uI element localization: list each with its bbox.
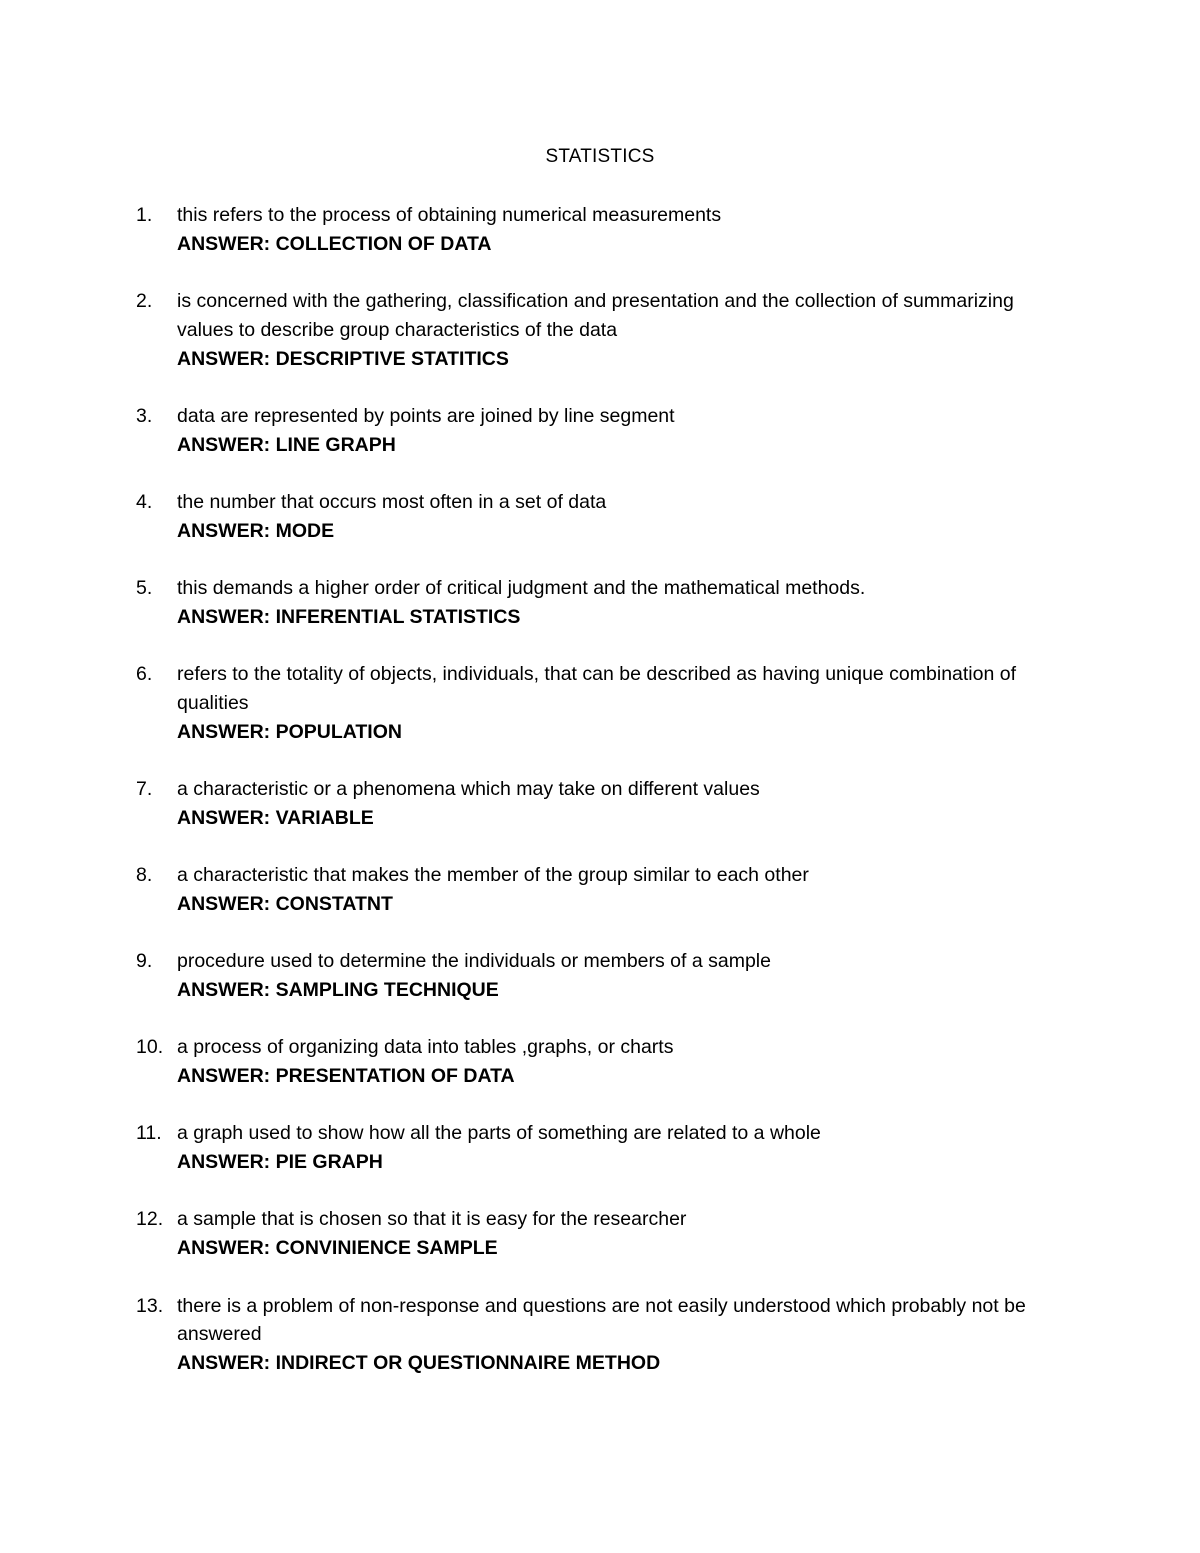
question-answer: ANSWER: COLLECTION OF DATA — [177, 232, 492, 255]
question-body — [177, 488, 1066, 545]
question-list — [136, 201, 1066, 1406]
question-body — [177, 402, 1066, 459]
question-number: 12. — [136, 1208, 164, 1231]
question-body — [177, 660, 1066, 746]
question-number: 1. — [136, 204, 153, 226]
question-body — [177, 574, 1066, 631]
question-body — [177, 201, 1066, 258]
question-text: there is a problem of non-response and questions are not easily understood which probably not be answered — [177, 1294, 1026, 1346]
question-answer: ANSWER: INFERENTIAL STATISTICS — [177, 605, 521, 628]
question-text: this refers to the process of obtaining numerical measurements — [177, 204, 722, 226]
question-item-4 — [136, 488, 1066, 545]
question-answer: ANSWER: INDIRECT OR QUESTIONNAIRE METHOD — [177, 1351, 661, 1374]
question-item-11 — [136, 1119, 1066, 1176]
question-text: a process of organizing data into tables ,graphs, or charts — [177, 1036, 674, 1059]
question-text: procedure used to determine the individuals or members of a sample — [177, 950, 771, 973]
question-body — [177, 287, 1066, 373]
question-body — [177, 861, 1066, 918]
question-text: is concerned with the gathering, classification and presentation and the collection of summarizing values to describe group characteristics of the data — [177, 290, 1014, 341]
question-item-12 — [136, 1205, 1066, 1262]
question-text: this demands a higher order of critical judgment and the mathematical methods. — [177, 577, 866, 600]
question-answer: ANSWER: LINE GRAPH — [177, 433, 396, 456]
question-body — [177, 775, 1066, 832]
question-number: 9. — [136, 950, 153, 973]
question-item-7 — [136, 775, 1066, 832]
question-text: the number that occurs most often in a set of data — [177, 490, 607, 513]
question-item-5 — [136, 574, 1066, 631]
question-text: a graph used to show how all the parts of something are related to a whole — [177, 1122, 821, 1145]
question-number: 7. — [136, 777, 153, 800]
question-number: 8. — [136, 864, 153, 887]
question-answer: ANSWER: VARIABLE — [177, 806, 374, 829]
question-body — [177, 1292, 1066, 1378]
question-item-10 — [136, 1033, 1066, 1090]
question-number: 2. — [136, 290, 153, 313]
question-number: 10. — [136, 1036, 164, 1059]
question-text: data are represented by points are joined by line segment — [177, 404, 675, 427]
question-answer: ANSWER: CONSTATNT — [177, 892, 393, 915]
question-text: a sample that is chosen so that it is easy for the researcher — [177, 1208, 687, 1231]
question-answer: ANSWER: MODE — [177, 519, 335, 542]
question-answer: ANSWER: PIE GRAPH — [177, 1151, 383, 1174]
question-item-13 — [136, 1292, 1066, 1378]
question-body — [177, 947, 1066, 1004]
question-answer: ANSWER: POPULATION — [177, 720, 402, 743]
question-item-9 — [136, 947, 1066, 1004]
question-text: refers to the totality of objects, individuals, that can be described as having unique combination of qualities — [177, 663, 1017, 714]
question-text: a characteristic or a phenomena which may take on different values — [177, 777, 760, 800]
question-number: 6. — [136, 663, 153, 686]
question-item-2 — [136, 287, 1066, 373]
question-number: 5. — [136, 577, 153, 600]
question-item-6 — [136, 660, 1066, 746]
question-body — [177, 1033, 1066, 1090]
document-title: STATISTICS — [545, 146, 655, 167]
question-number: 11. — [136, 1122, 162, 1145]
question-number: 13. — [136, 1294, 164, 1317]
question-answer: ANSWER: PRESENTATION OF DATA — [177, 1064, 515, 1087]
question-item-8 — [136, 861, 1066, 918]
question-answer: ANSWER: CONVINIENCE SAMPLE — [177, 1237, 498, 1260]
question-item-1 — [136, 201, 1066, 258]
question-item-3 — [136, 402, 1066, 459]
question-number: 3. — [136, 404, 153, 427]
question-text: a characteristic that makes the member of the group similar to each other — [177, 864, 809, 887]
question-number: 4. — [136, 490, 153, 513]
question-body — [177, 1119, 1066, 1176]
question-answer: ANSWER: DESCRIPTIVE STATITICS — [177, 347, 509, 370]
question-body — [177, 1205, 1066, 1262]
question-answer: ANSWER: SAMPLING TECHNIQUE — [177, 978, 499, 1001]
